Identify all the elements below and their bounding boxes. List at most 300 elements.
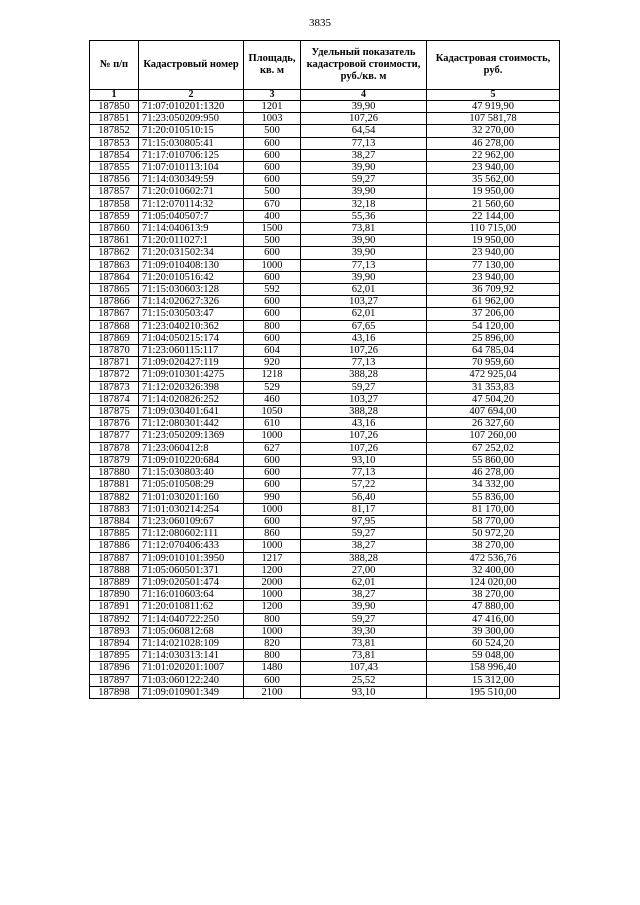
area-cell: 1500 bbox=[244, 223, 301, 235]
cadastral-number-cell: 71:15:030603:128 bbox=[139, 284, 244, 296]
table-row bbox=[90, 589, 560, 601]
cadastral-number-cell: 71:12:070406:433 bbox=[139, 540, 244, 552]
table-row bbox=[90, 259, 560, 271]
specific-value-cell: 59,27 bbox=[301, 528, 427, 540]
table-row bbox=[90, 552, 560, 564]
specific-value-cell: 388,28 bbox=[301, 406, 427, 418]
table-row bbox=[90, 406, 560, 418]
cadastral-number-cell: 71:20:010510:15 bbox=[139, 125, 244, 137]
cadastral-number-cell: 71:14:020627:326 bbox=[139, 296, 244, 308]
area-cell: 600 bbox=[244, 515, 301, 527]
area-cell: 600 bbox=[244, 162, 301, 174]
row-number-cell: 187853 bbox=[90, 137, 139, 149]
table-row bbox=[90, 637, 560, 649]
table-row bbox=[90, 613, 560, 625]
specific-value-cell: 388,28 bbox=[301, 369, 427, 381]
cadastral-number-cell: 71:01:030201:160 bbox=[139, 491, 244, 503]
table-row bbox=[90, 540, 560, 552]
column-number-3: 3 bbox=[244, 90, 301, 101]
row-number-cell: 187868 bbox=[90, 320, 139, 332]
cadastral-number-cell: 71:14:021028:109 bbox=[139, 637, 244, 649]
cadastral-number-cell: 71:12:020326:398 bbox=[139, 381, 244, 393]
cadastral-number-cell: 71:01:020201:1007 bbox=[139, 662, 244, 674]
area-cell: 800 bbox=[244, 613, 301, 625]
cadastral-value-cell: 21 560,60 bbox=[427, 198, 560, 210]
cadastral-value-cell: 55 836,00 bbox=[427, 491, 560, 503]
table-row bbox=[90, 528, 560, 540]
area-cell: 1218 bbox=[244, 369, 301, 381]
table-row bbox=[90, 137, 560, 149]
specific-value-cell: 107,26 bbox=[301, 430, 427, 442]
area-cell: 600 bbox=[244, 454, 301, 466]
row-number-cell: 187851 bbox=[90, 113, 139, 125]
row-number-cell: 187860 bbox=[90, 223, 139, 235]
cadastral-number-cell: 71:09:010101:3950 bbox=[139, 552, 244, 564]
table-row bbox=[90, 418, 560, 430]
specific-value-cell: 38,27 bbox=[301, 540, 427, 552]
area-cell: 600 bbox=[244, 674, 301, 686]
specific-value-cell: 27,00 bbox=[301, 564, 427, 576]
cadastral-value-cell: 70 959,60 bbox=[427, 357, 560, 369]
cadastral-value-cell: 195 510,00 bbox=[427, 686, 560, 698]
table-body bbox=[90, 101, 560, 699]
area-cell: 592 bbox=[244, 284, 301, 296]
row-number-cell: 187873 bbox=[90, 381, 139, 393]
table-row bbox=[90, 479, 560, 491]
specific-value-cell: 39,90 bbox=[301, 235, 427, 247]
page-number: 3835 bbox=[309, 17, 331, 29]
area-cell: 1000 bbox=[244, 625, 301, 637]
table-row bbox=[90, 576, 560, 588]
area-cell: 990 bbox=[244, 491, 301, 503]
row-number-cell: 187888 bbox=[90, 564, 139, 576]
header-area: Площадь, кв. м bbox=[244, 41, 301, 90]
cadastral-value-cell: 47 504,20 bbox=[427, 393, 560, 405]
specific-value-cell: 107,26 bbox=[301, 442, 427, 454]
cadastral-number-cell: 71:05:060501:371 bbox=[139, 564, 244, 576]
cadastral-number-cell: 71:09:030401:641 bbox=[139, 406, 244, 418]
table-row bbox=[90, 601, 560, 613]
row-number-cell: 187886 bbox=[90, 540, 139, 552]
cadastral-number-cell: 71:05:010508:29 bbox=[139, 479, 244, 491]
table-row bbox=[90, 564, 560, 576]
cadastral-value-cell: 35 562,00 bbox=[427, 174, 560, 186]
specific-value-cell: 103,27 bbox=[301, 393, 427, 405]
table-row bbox=[90, 125, 560, 137]
row-number-cell: 187861 bbox=[90, 235, 139, 247]
cadastral-value-cell: 61 962,00 bbox=[427, 296, 560, 308]
specific-value-cell: 39,90 bbox=[301, 601, 427, 613]
specific-value-cell: 67,65 bbox=[301, 320, 427, 332]
table-row bbox=[90, 345, 560, 357]
cadastral-number-cell: 71:20:010516:42 bbox=[139, 271, 244, 283]
table-row bbox=[90, 247, 560, 259]
row-number-cell: 187889 bbox=[90, 576, 139, 588]
table-row bbox=[90, 101, 560, 113]
cadastral-value-cell: 31 353,83 bbox=[427, 381, 560, 393]
area-cell: 500 bbox=[244, 235, 301, 247]
specific-value-cell: 39,90 bbox=[301, 247, 427, 259]
cadastral-number-cell: 71:23:060412:8 bbox=[139, 442, 244, 454]
cadastral-number-cell: 71:12:070114:32 bbox=[139, 198, 244, 210]
specific-value-cell: 43,16 bbox=[301, 418, 427, 430]
cadastral-number-cell: 71:14:020826:252 bbox=[139, 393, 244, 405]
table-row bbox=[90, 381, 560, 393]
cadastral-number-cell: 71:23:060115:117 bbox=[139, 345, 244, 357]
cadastral-value-cell: 38 270,00 bbox=[427, 540, 560, 552]
area-cell: 1200 bbox=[244, 601, 301, 613]
specific-value-cell: 55,36 bbox=[301, 210, 427, 222]
cadastral-value-cell: 19 950,00 bbox=[427, 235, 560, 247]
cadastral-number-cell: 71:14:030313:141 bbox=[139, 650, 244, 662]
cadastral-value-cell: 47 919,90 bbox=[427, 101, 560, 113]
area-cell: 529 bbox=[244, 381, 301, 393]
row-number-cell: 187871 bbox=[90, 357, 139, 369]
cadastral-value-cell: 34 332,00 bbox=[427, 479, 560, 491]
cadastral-value-cell: 81 170,00 bbox=[427, 503, 560, 515]
cadastral-number-cell: 71:01:030214:254 bbox=[139, 503, 244, 515]
cadastral-number-cell: 71:23:060109:67 bbox=[139, 515, 244, 527]
area-cell: 604 bbox=[244, 345, 301, 357]
specific-value-cell: 59,27 bbox=[301, 381, 427, 393]
header-row-number: № п/п bbox=[90, 41, 139, 90]
specific-value-cell: 103,27 bbox=[301, 296, 427, 308]
cadastral-number-cell: 71:16:010603:64 bbox=[139, 589, 244, 601]
table-row bbox=[90, 308, 560, 320]
row-number-cell: 187858 bbox=[90, 198, 139, 210]
cadastral-number-cell: 71:05:060812:68 bbox=[139, 625, 244, 637]
cadastral-number-cell: 71:20:031502:34 bbox=[139, 247, 244, 259]
cadastral-value-cell: 107 581,78 bbox=[427, 113, 560, 125]
specific-value-cell: 43,16 bbox=[301, 332, 427, 344]
table-row bbox=[90, 491, 560, 503]
cadastral-value-cell: 64 785,04 bbox=[427, 345, 560, 357]
specific-value-cell: 107,43 bbox=[301, 662, 427, 674]
cadastral-value-cell: 37 206,00 bbox=[427, 308, 560, 320]
area-cell: 1000 bbox=[244, 259, 301, 271]
area-cell: 500 bbox=[244, 125, 301, 137]
cadastral-value-cell: 36 709,92 bbox=[427, 284, 560, 296]
cadastral-number-cell: 71:17:010706:125 bbox=[139, 149, 244, 161]
area-cell: 600 bbox=[244, 149, 301, 161]
row-number-cell: 187884 bbox=[90, 515, 139, 527]
cadastral-value-cell: 46 278,00 bbox=[427, 137, 560, 149]
row-number-cell: 187864 bbox=[90, 271, 139, 283]
row-number-cell: 187856 bbox=[90, 174, 139, 186]
table-row bbox=[90, 662, 560, 674]
cadastral-number-cell: 71:03:060122:240 bbox=[139, 674, 244, 686]
cadastral-value-cell: 25 896,00 bbox=[427, 332, 560, 344]
row-number-cell: 187887 bbox=[90, 552, 139, 564]
specific-value-cell: 77,13 bbox=[301, 137, 427, 149]
area-cell: 860 bbox=[244, 528, 301, 540]
table-row bbox=[90, 442, 560, 454]
cadastral-number-cell: 71:07:010201:1320 bbox=[139, 101, 244, 113]
cadastral-number-cell: 71:23:050209:1369 bbox=[139, 430, 244, 442]
specific-value-cell: 388,28 bbox=[301, 552, 427, 564]
table-row bbox=[90, 235, 560, 247]
row-number-cell: 187850 bbox=[90, 101, 139, 113]
cadastral-number-cell: 71:09:010220:684 bbox=[139, 454, 244, 466]
area-cell: 800 bbox=[244, 650, 301, 662]
cadastral-value-cell: 407 694,00 bbox=[427, 406, 560, 418]
cadastral-value-cell: 22 144,00 bbox=[427, 210, 560, 222]
table-row bbox=[90, 271, 560, 283]
cadastral-value-cell: 23 940,00 bbox=[427, 162, 560, 174]
row-number-cell: 187876 bbox=[90, 418, 139, 430]
specific-value-cell: 38,27 bbox=[301, 589, 427, 601]
cadastral-value-table bbox=[89, 40, 560, 699]
row-number-cell: 187894 bbox=[90, 637, 139, 649]
area-cell: 610 bbox=[244, 418, 301, 430]
cadastral-value-cell: 55 860,00 bbox=[427, 454, 560, 466]
specific-value-cell: 39,90 bbox=[301, 162, 427, 174]
specific-value-cell: 93,10 bbox=[301, 454, 427, 466]
cadastral-number-cell: 71:20:010811:62 bbox=[139, 601, 244, 613]
column-number-2: 2 bbox=[139, 90, 244, 101]
specific-value-cell: 39,90 bbox=[301, 186, 427, 198]
specific-value-cell: 62,01 bbox=[301, 308, 427, 320]
table-row bbox=[90, 686, 560, 698]
cadastral-value-cell: 39 300,00 bbox=[427, 625, 560, 637]
cadastral-value-cell: 54 120,00 bbox=[427, 320, 560, 332]
row-number-cell: 187880 bbox=[90, 467, 139, 479]
specific-value-cell: 39,90 bbox=[301, 101, 427, 113]
row-number-cell: 187867 bbox=[90, 308, 139, 320]
specific-value-cell: 73,81 bbox=[301, 650, 427, 662]
cadastral-number-cell: 71:20:011027:1 bbox=[139, 235, 244, 247]
row-number-cell: 187878 bbox=[90, 442, 139, 454]
specific-value-cell: 56,40 bbox=[301, 491, 427, 503]
cadastral-value-cell: 46 278,00 bbox=[427, 467, 560, 479]
cadastral-number-cell: 71:04:050215:174 bbox=[139, 332, 244, 344]
cadastral-number-cell: 71:15:030805:41 bbox=[139, 137, 244, 149]
cadastral-value-cell: 107 260,00 bbox=[427, 430, 560, 442]
header-cadastral-number: Кадастровый номер bbox=[139, 41, 244, 90]
cadastral-value-cell: 60 524,20 bbox=[427, 637, 560, 649]
row-number-cell: 187862 bbox=[90, 247, 139, 259]
row-number-cell: 187854 bbox=[90, 149, 139, 161]
column-number-4: 4 bbox=[301, 90, 427, 101]
area-cell: 600 bbox=[244, 137, 301, 149]
area-cell: 1480 bbox=[244, 662, 301, 674]
row-number-cell: 187896 bbox=[90, 662, 139, 674]
cadastral-value-cell: 67 252,02 bbox=[427, 442, 560, 454]
area-cell: 1050 bbox=[244, 406, 301, 418]
specific-value-cell: 107,26 bbox=[301, 113, 427, 125]
area-cell: 1200 bbox=[244, 564, 301, 576]
cadastral-number-cell: 71:09:010408:130 bbox=[139, 259, 244, 271]
cadastral-value-cell: 23 940,00 bbox=[427, 271, 560, 283]
area-cell: 1000 bbox=[244, 503, 301, 515]
column-number-5: 5 bbox=[427, 90, 560, 101]
area-cell: 1000 bbox=[244, 540, 301, 552]
header-cadastral-value: Кадастровая стоимость, руб. bbox=[427, 41, 560, 90]
cadastral-number-cell: 71:15:030503:47 bbox=[139, 308, 244, 320]
specific-value-cell: 64,54 bbox=[301, 125, 427, 137]
cadastral-value-cell: 15 312,00 bbox=[427, 674, 560, 686]
row-number-cell: 187855 bbox=[90, 162, 139, 174]
area-cell: 2000 bbox=[244, 576, 301, 588]
cadastral-number-cell: 71:23:050209:950 bbox=[139, 113, 244, 125]
cadastral-number-cell: 71:14:040613:9 bbox=[139, 223, 244, 235]
row-number-cell: 187890 bbox=[90, 589, 139, 601]
cadastral-number-cell: 71:09:020501:474 bbox=[139, 576, 244, 588]
specific-value-cell: 59,27 bbox=[301, 174, 427, 186]
table-row bbox=[90, 198, 560, 210]
specific-value-cell: 57,22 bbox=[301, 479, 427, 491]
row-number-cell: 187897 bbox=[90, 674, 139, 686]
cadastral-number-cell: 71:15:030803:40 bbox=[139, 467, 244, 479]
cadastral-value-cell: 472 536,76 bbox=[427, 552, 560, 564]
row-number-cell: 187866 bbox=[90, 296, 139, 308]
area-cell: 1217 bbox=[244, 552, 301, 564]
row-number-cell: 187859 bbox=[90, 210, 139, 222]
area-cell: 1201 bbox=[244, 101, 301, 113]
cadastral-value-cell: 22 962,00 bbox=[427, 149, 560, 161]
area-cell: 600 bbox=[244, 479, 301, 491]
table-row bbox=[90, 357, 560, 369]
specific-value-cell: 107,26 bbox=[301, 345, 427, 357]
area-cell: 2100 bbox=[244, 686, 301, 698]
table-row bbox=[90, 284, 560, 296]
specific-value-cell: 39,90 bbox=[301, 271, 427, 283]
area-cell: 627 bbox=[244, 442, 301, 454]
cadastral-number-cell: 71:07:010113:104 bbox=[139, 162, 244, 174]
table-row bbox=[90, 210, 560, 222]
row-number-cell: 187885 bbox=[90, 528, 139, 540]
specific-value-cell: 59,27 bbox=[301, 613, 427, 625]
cadastral-value-cell: 77 130,00 bbox=[427, 259, 560, 271]
table-row bbox=[90, 296, 560, 308]
specific-value-cell: 93,10 bbox=[301, 686, 427, 698]
row-number-cell: 187879 bbox=[90, 454, 139, 466]
table-row bbox=[90, 186, 560, 198]
specific-value-cell: 73,81 bbox=[301, 223, 427, 235]
cadastral-number-cell: 71:20:010602:71 bbox=[139, 186, 244, 198]
cadastral-number-cell: 71:09:010901:349 bbox=[139, 686, 244, 698]
row-number-cell: 187857 bbox=[90, 186, 139, 198]
table-row bbox=[90, 503, 560, 515]
area-cell: 1000 bbox=[244, 589, 301, 601]
specific-value-cell: 77,13 bbox=[301, 259, 427, 271]
area-cell: 600 bbox=[244, 247, 301, 259]
table-row bbox=[90, 674, 560, 686]
specific-value-cell: 62,01 bbox=[301, 284, 427, 296]
area-cell: 1000 bbox=[244, 430, 301, 442]
area-cell: 800 bbox=[244, 320, 301, 332]
specific-value-cell: 32,18 bbox=[301, 198, 427, 210]
specific-value-cell: 25,52 bbox=[301, 674, 427, 686]
area-cell: 600 bbox=[244, 296, 301, 308]
area-cell: 920 bbox=[244, 357, 301, 369]
specific-value-cell: 97,95 bbox=[301, 515, 427, 527]
area-cell: 600 bbox=[244, 271, 301, 283]
table-row bbox=[90, 650, 560, 662]
area-cell: 600 bbox=[244, 174, 301, 186]
cadastral-value-cell: 23 940,00 bbox=[427, 247, 560, 259]
cadastral-value-cell: 32 270,00 bbox=[427, 125, 560, 137]
cadastral-value-cell: 38 270,00 bbox=[427, 589, 560, 601]
row-number-cell: 187891 bbox=[90, 601, 139, 613]
table-row bbox=[90, 223, 560, 235]
column-number-1: 1 bbox=[90, 90, 139, 101]
cadastral-value-cell: 59 048,00 bbox=[427, 650, 560, 662]
cadastral-value-cell: 158 996,40 bbox=[427, 662, 560, 674]
row-number-cell: 187863 bbox=[90, 259, 139, 271]
cadastral-value-cell: 19 950,00 bbox=[427, 186, 560, 198]
cadastral-value-cell: 47 880,00 bbox=[427, 601, 560, 613]
cadastral-value-cell: 110 715,00 bbox=[427, 223, 560, 235]
row-number-cell: 187874 bbox=[90, 393, 139, 405]
header-specific-value: Удельный показатель кадастровой стоимости, руб./кв. м bbox=[301, 41, 427, 90]
row-number-cell: 187881 bbox=[90, 479, 139, 491]
area-cell: 670 bbox=[244, 198, 301, 210]
cadastral-number-cell: 71:12:080301:442 bbox=[139, 418, 244, 430]
cadastral-number-cell: 71:05:040507:7 bbox=[139, 210, 244, 222]
cadastral-value-cell: 472 925,04 bbox=[427, 369, 560, 381]
table-row bbox=[90, 515, 560, 527]
cadastral-number-cell: 71:09:020427:119 bbox=[139, 357, 244, 369]
specific-value-cell: 77,13 bbox=[301, 467, 427, 479]
table-row bbox=[90, 332, 560, 344]
row-number-cell: 187893 bbox=[90, 625, 139, 637]
table-row bbox=[90, 320, 560, 332]
table-row bbox=[90, 113, 560, 125]
table-row bbox=[90, 625, 560, 637]
specific-value-cell: 62,01 bbox=[301, 576, 427, 588]
table-row bbox=[90, 369, 560, 381]
area-cell: 600 bbox=[244, 467, 301, 479]
table-row bbox=[90, 162, 560, 174]
row-number-cell: 187892 bbox=[90, 613, 139, 625]
area-cell: 820 bbox=[244, 637, 301, 649]
specific-value-cell: 39,30 bbox=[301, 625, 427, 637]
row-number-cell: 187883 bbox=[90, 503, 139, 515]
row-number-cell: 187882 bbox=[90, 491, 139, 503]
table-row bbox=[90, 454, 560, 466]
cadastral-number-cell: 71:12:080602:111 bbox=[139, 528, 244, 540]
cadastral-value-cell: 50 972,20 bbox=[427, 528, 560, 540]
area-cell: 400 bbox=[244, 210, 301, 222]
row-number-cell: 187895 bbox=[90, 650, 139, 662]
cadastral-value-cell: 124 020,00 bbox=[427, 576, 560, 588]
area-cell: 600 bbox=[244, 332, 301, 344]
cadastral-value-cell: 47 416,00 bbox=[427, 613, 560, 625]
cadastral-value-cell: 26 327,60 bbox=[427, 418, 560, 430]
table-row bbox=[90, 174, 560, 186]
row-number-cell: 187877 bbox=[90, 430, 139, 442]
row-number-cell: 187865 bbox=[90, 284, 139, 296]
row-number-cell: 187872 bbox=[90, 369, 139, 381]
cadastral-number-cell: 71:23:040210:362 bbox=[139, 320, 244, 332]
specific-value-cell: 77,13 bbox=[301, 357, 427, 369]
row-number-cell: 187852 bbox=[90, 125, 139, 137]
area-cell: 1003 bbox=[244, 113, 301, 125]
row-number-cell: 187875 bbox=[90, 406, 139, 418]
row-number-cell: 187869 bbox=[90, 332, 139, 344]
area-cell: 500 bbox=[244, 186, 301, 198]
cadastral-value-cell: 32 400,00 bbox=[427, 564, 560, 576]
specific-value-cell: 73,81 bbox=[301, 637, 427, 649]
cadastral-number-cell: 71:14:030349:59 bbox=[139, 174, 244, 186]
area-cell: 600 bbox=[244, 308, 301, 320]
row-number-cell: 187898 bbox=[90, 686, 139, 698]
cadastral-number-cell: 71:09:010301:4275 bbox=[139, 369, 244, 381]
specific-value-cell: 38,27 bbox=[301, 149, 427, 161]
table-row bbox=[90, 467, 560, 479]
cadastral-number-cell: 71:14:040722:250 bbox=[139, 613, 244, 625]
